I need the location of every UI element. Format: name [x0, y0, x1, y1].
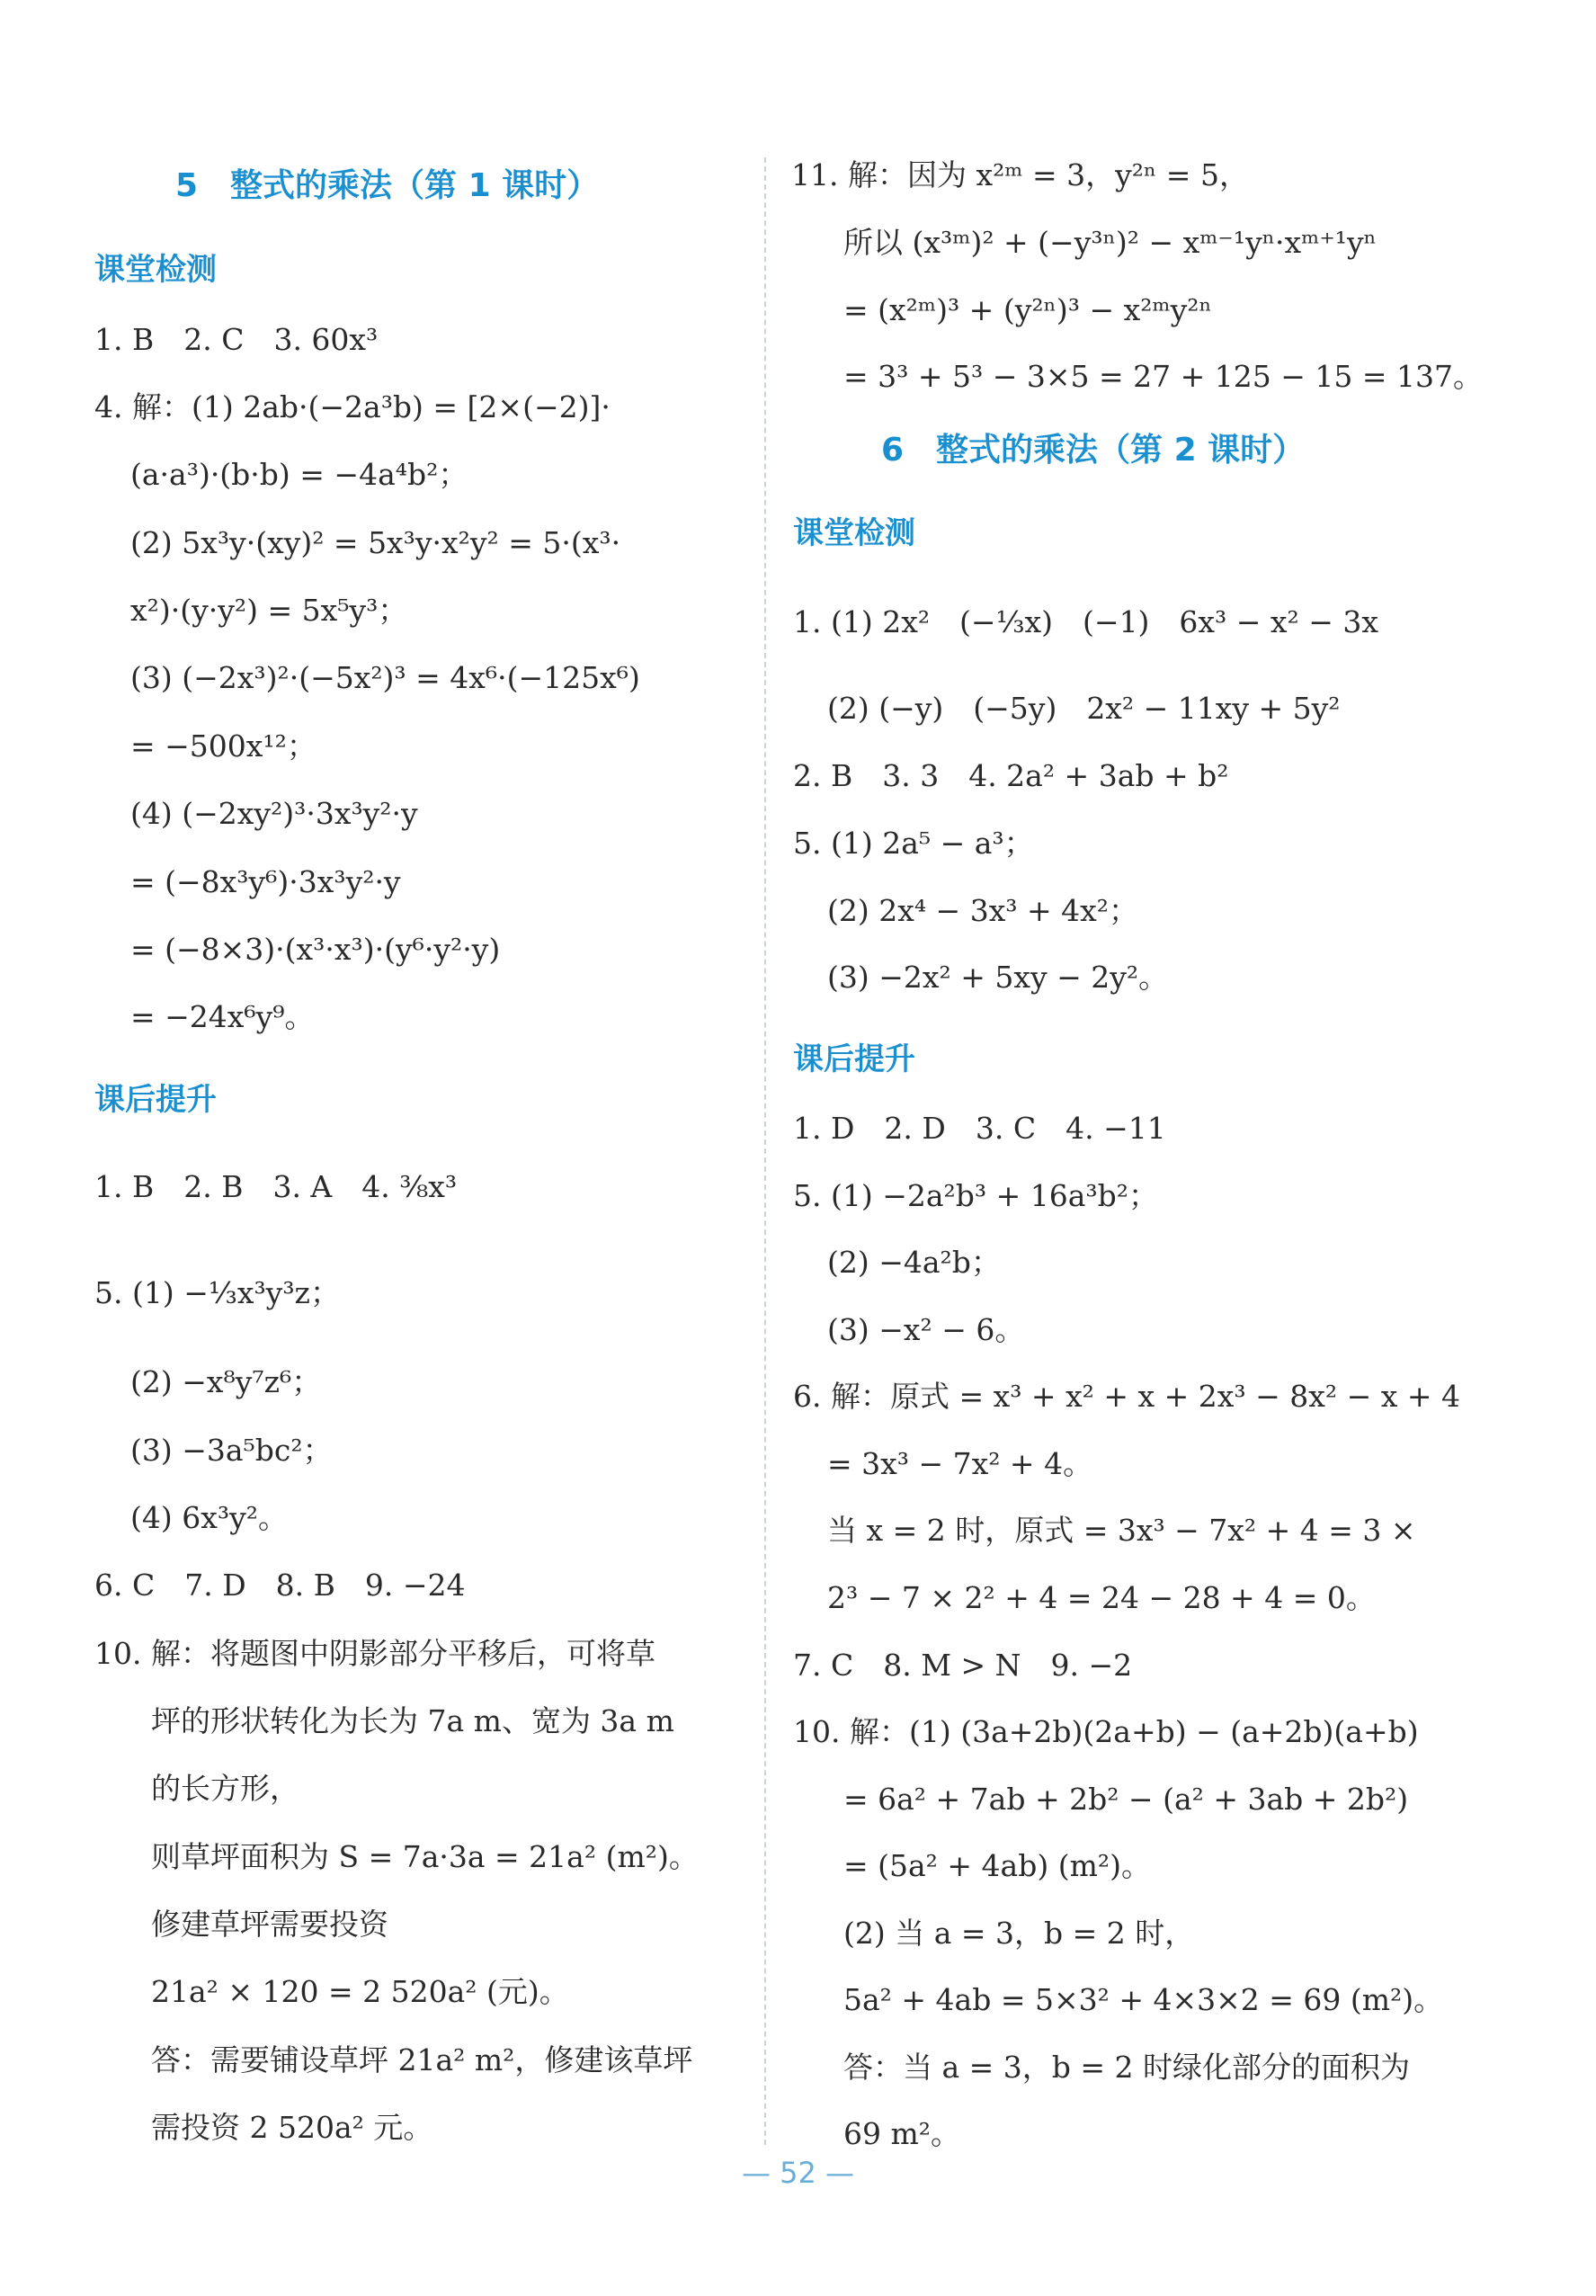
page-number: — 52 —	[741, 2156, 855, 2190]
right-kehou-line-12: (2) 当 a = 3，b = 2 时，	[843, 1916, 1195, 1951]
right-kehou-line-10: = 6a² + 7ab + 2b² − (a² + 3ab + 2b²)	[843, 1782, 1409, 1817]
right-kehou-line-3: (3) −x² − 6。	[827, 1312, 1025, 1347]
left-kehou-line-11: 21a² × 120 = 2 520a² (元)。	[151, 1974, 569, 2009]
right-q11-line-2: = (x²ᵐ)³ + (y²ⁿ)³ − x²ᵐy²ⁿ	[843, 292, 1212, 327]
right-kehou-line-13: 5a² + 4ab = 5×3² + 4×3×2 = 69 (m²)。	[843, 1982, 1444, 2017]
right-kehou-line-6: 当 x = 2 时，原式 = 3x³ − 7x² + 4 = 3 ×	[827, 1513, 1416, 1548]
right-kehou-line-7: 2³ − 7 × 2² + 4 = 24 − 28 + 4 = 0。	[827, 1580, 1376, 1615]
section-title-5: 5 整式的乘法（第 1 课时）	[175, 167, 600, 204]
left-ketang-line-4: x²)·(y·y²) = 5x⁵y³；	[130, 593, 408, 628]
left-ketang-line-0: 1. B 2. C 3. 60x³	[94, 322, 379, 357]
right-kehou-line-5: = 3x³ − 7x² + 4。	[827, 1446, 1093, 1481]
right-kehou-line-14: 答：当 a = 3，b = 2 时绿化部分的面积为	[843, 2050, 1411, 2085]
right-kehou-line-8: 7. C 8. M > N 9. −2	[793, 1648, 1133, 1683]
left-kehou-line-5: 6. C 7. D 8. B 9. −24	[94, 1568, 466, 1603]
left-kehou-line-13: 需投资 2 520a² 元。	[151, 2110, 433, 2145]
left-kehou-line-7: 坪的形状转化为长为 7a m、宽为 3a m	[151, 1703, 674, 1738]
left-ketang-line-10: = −24x⁶y⁹。	[130, 999, 315, 1034]
right-kehou-line-11: = (5a² + 4ab) (m²)。	[843, 1848, 1151, 1883]
column-divider	[764, 157, 766, 2145]
right-kehou-line-9: 10. 解：(1) (3a+2b)(2a+b) − (a+2b)(a+b)	[793, 1714, 1419, 1749]
right-ketang-line-0: 1. (1) 2x² (−⅓x) (−1) 6x³ − x² − 3x	[793, 604, 1378, 639]
right-ketang-line-5: (3) −2x² + 5xy − 2y²。	[827, 960, 1169, 995]
left-ketang-line-1: 4. 解：(1) 2ab·(−2a³b) = [2×(−2)]·	[94, 389, 611, 424]
right-kehou-line-0: 1. D 2. D 3. C 4. −11	[793, 1111, 1166, 1146]
left-kehou-line-10: 修建草坪需要投资	[151, 1907, 388, 1942]
kehou-title-right: 课后提升	[793, 1041, 915, 1077]
right-ketang-line-1: (2) (−y) (−5y) 2x² − 11xy + 5y²	[827, 691, 1341, 726]
right-ketang-line-2: 2. B 3. 3 4. 2a² + 3ab + b²	[793, 758, 1229, 793]
ketang-title-left: 课堂检测	[94, 252, 217, 288]
left-kehou-line-12: 答：需要铺设草坪 21a² m²，修建该草坪	[151, 2042, 693, 2077]
right-q11-line-0: 11. 解：因为 x²ᵐ = 3，y²ⁿ = 5，	[791, 157, 1249, 192]
right-kehou-line-1: 5. (1) −2a²b³ + 16a³b²；	[793, 1178, 1158, 1213]
section-title-6: 6 整式的乘法（第 2 课时）	[881, 432, 1306, 469]
left-kehou-line-6: 10. 解：将题图中阴影部分平移后，可将草	[94, 1636, 655, 1671]
right-kehou-line-15: 69 m²。	[843, 2116, 961, 2151]
left-kehou-line-9: 则草坪面积为 S = 7a·3a = 21a² (m²)。	[151, 1839, 699, 1874]
left-ketang-line-2: (a·a³)·(b·b) = −4a⁴b²；	[130, 457, 468, 492]
left-kehou-line-1: 5. (1) −⅓x³y³z；	[94, 1275, 340, 1310]
left-ketang-line-5: (3) (−2x³)²·(−5x²)³ = 4x⁶·(−125x⁶)	[130, 660, 640, 695]
ketang-title-right: 课堂检测	[793, 515, 915, 551]
left-ketang-line-6: = −500x¹²；	[130, 728, 317, 764]
left-kehou-line-4: (4) 6x³y²。	[130, 1500, 288, 1535]
left-kehou-line-8: 的长方形，	[151, 1771, 299, 1806]
right-q11-line-3: = 3³ + 5³ − 3×5 = 27 + 125 − 15 = 137。	[843, 359, 1483, 394]
left-kehou-line-3: (3) −3a⁵bc²；	[130, 1433, 333, 1468]
left-ketang-line-8: = (−8x³y⁶)·3x³y²·y	[130, 864, 401, 899]
left-ketang-line-9: = (−8×3)·(x³·x³)·(y⁶·y²·y)	[130, 932, 501, 967]
left-kehou-line-2: (2) −x⁸y⁷z⁶；	[130, 1364, 322, 1399]
right-kehou-line-4: 6. 解：原式 = x³ + x² + x + 2x³ − 8x² − x + 4	[793, 1379, 1460, 1414]
right-ketang-line-3: 5. (1) 2a⁵ − a³；	[793, 826, 1034, 861]
right-q11-line-1: 所以 (x³ᵐ)² + (−y³ⁿ)² − xᵐ⁻¹yⁿ·xᵐ⁺¹yⁿ	[843, 225, 1377, 260]
kehou-title-left: 课后提升	[94, 1082, 217, 1118]
left-ketang-line-7: (4) (−2xy²)³·3x³y²·y	[130, 796, 418, 831]
left-ketang-line-3: (2) 5x³y·(xy)² = 5x³y·x²y² = 5·(x³·	[130, 525, 621, 560]
left-kehou-line-0: 1. B 2. B 3. A 4. ³⁄₈x³	[94, 1169, 458, 1204]
right-ketang-line-4: (2) 2x⁴ − 3x³ + 4x²；	[827, 893, 1139, 928]
right-kehou-line-2: (2) −4a²b；	[827, 1245, 1001, 1280]
